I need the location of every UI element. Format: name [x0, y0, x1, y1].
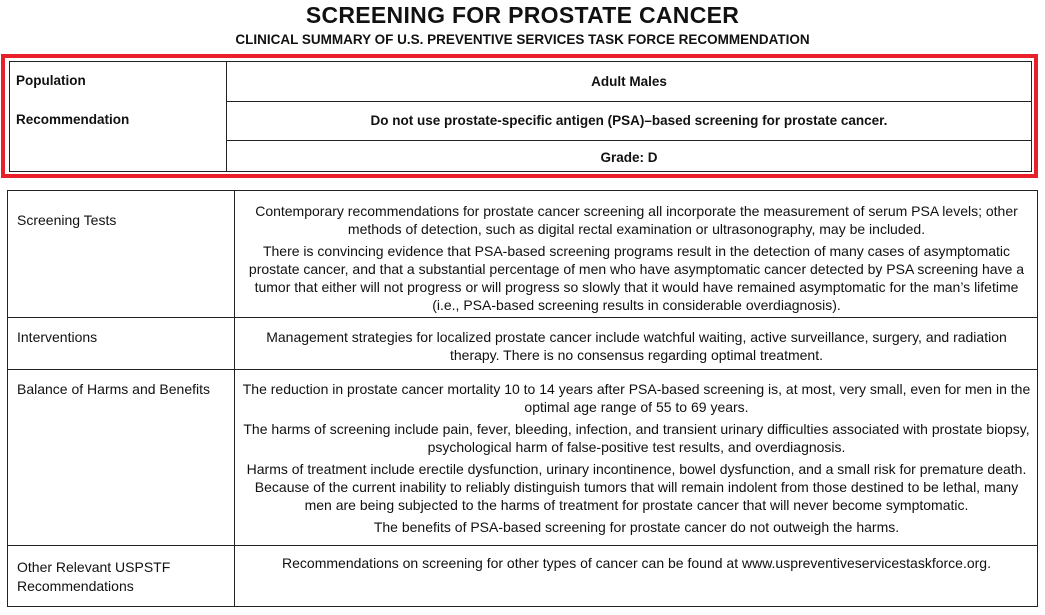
table-row — [8, 318, 1037, 370]
row-label: Interventions — [8, 318, 235, 369]
page-subtitle: CLINICAL SUMMARY OF U.S. PREVENTIVE SERVICES TASK FORCE RECOMMENDATION — [235, 32, 810, 47]
summary-table — [9, 61, 1032, 172]
table-row — [8, 191, 1037, 318]
summary-divider-2 — [226, 140, 1031, 141]
row-content — [236, 191, 1037, 317]
grade-value: Grade: D — [600, 150, 658, 165]
row-content — [236, 318, 1037, 369]
row-content — [236, 546, 1037, 606]
population-label: Population — [16, 73, 86, 88]
paragraph: There is convincing evidence that PSA-based screening programs result in the detection of many cases of asymptomatic prostate cancer, and that a substantial percentage of men who have asymptomatic cancer detected by PSA screening have a tumor that either will not progress or will progress so slowly that it would have remained asymptomatic for the man’s lifetime (i.e., PSA-based screening results in considerable overdiagnosis). — [248, 243, 1025, 313]
paragraph: The benefits of PSA-based screening for prostate cancer do not outweigh the harms. — [373, 519, 900, 535]
page-title: SCREENING FOR PROSTATE CANCER — [305, 2, 740, 28]
summary-divider-1 — [226, 101, 1031, 102]
paragraph: The reduction in prostate cancer mortality 10 to 14 years after PSA-based screening is, at most, very small, even for men in the optimal age range of 55 to 69 years. — [242, 381, 1031, 415]
recommendation-label: Recommendation — [16, 112, 130, 127]
population-value: Adult Males — [591, 74, 667, 89]
paragraph: Recommendations on screening for other types of cancer can be found at www.uspreventiveservicestaskforce.org. — [282, 555, 991, 571]
row-content — [236, 370, 1037, 545]
details-table — [7, 190, 1038, 607]
paragraph: Contemporary recommendations for prostate cancer screening all incorporate the measurement of serum PSA levels; other methods of detection, such as digital rectal examination or ultrasonography, may be included. — [255, 203, 1018, 237]
table-row — [8, 370, 1037, 546]
paragraph: The harms of screening include pain, fever, bleeding, infection, and transient urinary difficulties associated with prostate biopsy, psychological harm of false-positive test results, and overdiagnosis. — [243, 421, 1030, 455]
row-label: Other Relevant USPSTF Recommendations — [8, 546, 235, 606]
row-label: Balance of Harms and Benefits — [8, 370, 235, 545]
table-row — [8, 546, 1037, 606]
recommendation-value: Do not use prostate-specific antigen (PSA)–based screening for prostate cancer. — [370, 113, 888, 128]
row-label: Screening Tests — [8, 191, 235, 317]
paragraph: Management strategies for localized prostate cancer include watchful waiting, active surveillance, surgery, and radiation therapy. There is no consensus regarding optimal treatment. — [266, 329, 1007, 363]
paragraph: Harms of treatment include erectile dysfunction, urinary incontinence, bowel dysfunction, and a small risk for premature death. Because of the current inability to reliably distinguish tumors that will remain indolent from those destined to be lethal, many men are being subjected to the harms of treatment for prostate cancer that will never become symptomatic. — [246, 461, 1027, 513]
